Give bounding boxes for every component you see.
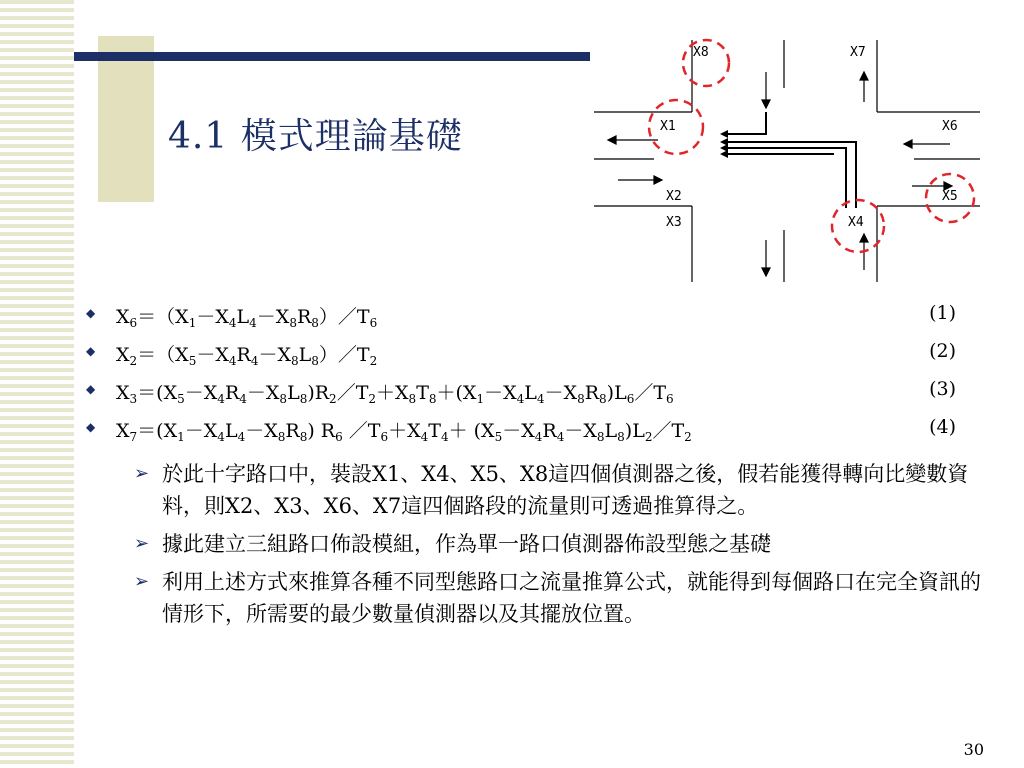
page-title: 4.1 模式理論基礎 [168,116,463,157]
formula-expression: $X_3=(X_5-X_4R_4-X_8L_8)R_2/T_2+X_8T_8+(X_1-X_4L_4-X_8R_8)L_6/T_6$ [116,382,674,406]
formula-row [86,338,976,376]
diamond-bullet-icon: ◆ [86,344,96,358]
formula-row [86,376,976,414]
label-x7: X7 [850,45,866,60]
turning-arrow-heads [720,130,728,158]
label-x8: X8 [693,45,709,60]
diamond-bullet-icon: ◆ [86,306,96,320]
arrow-bullet-icon: ➢ [134,463,150,484]
label-x6: X6 [942,119,958,134]
formula-number: (3) [929,378,956,400]
title-accent-line [74,52,590,61]
formula-number: (1) [929,302,956,324]
list-item [134,566,998,630]
formula-number: (4) [929,416,956,438]
formula-list [86,300,976,452]
formula-row [86,414,976,452]
diamond-bullet-icon: ◆ [86,420,96,434]
list-item-text: 利用上述方式來推算各種不同型態路口之流量推算公式，就能得到每個路口在完全資訊的情形下，所需要的最少數量偵測器以及其擺放位置。 [162,570,981,626]
detector-circles [649,40,974,252]
road-edges [594,40,980,282]
label-x2: X2 [666,189,682,204]
list-item [134,458,998,522]
diamond-bullet-icon: ◆ [86,382,96,396]
traffic-arrows [608,72,952,276]
circle-x1 [649,100,703,154]
formula-expression: $X_2=(X_5-X_4R_4-X_8L_8)/T_2$ [116,344,378,368]
label-x4: X4 [848,215,864,230]
left-stripe-decoration [0,0,74,768]
page-number: 30 [963,740,984,759]
label-x1: X1 [660,119,676,134]
arrow-bullet-icon: ➢ [134,571,150,592]
turning-arrows [726,112,856,208]
intersection-diagram [594,30,980,282]
list-item-text: 據此建立三組路口佈設模組，作為單一路口偵測器佈設型態之基礎 [162,532,771,556]
list-item [134,528,998,560]
label-x5: X5 [942,189,958,204]
formula-expression: $X_6=(X_1-X_4L_4-X_8R_8)/T_6$ [116,306,378,330]
label-x3: X3 [666,215,682,230]
formula-number: (2) [929,340,956,362]
arrow-bullet-icon: ➢ [134,533,150,554]
formula-row [86,300,976,338]
formula-expression: $X_7=(X_1-X_4L_4-X_8R_8)$ $R_6$ $/T_6+X_4T_4+$ $(X_5-X_4R_4-X_8L_8)L_2/T_2$ [116,420,692,444]
list-item-text: 於此十字路口中，裝設X1、X4、X5、X8這四個偵測器之後，假若能獲得轉向比變數資料，則X2、X3、X6、X7這四個路段的流量則可透過推算得之。 [162,462,969,518]
explanation-list [134,458,998,636]
